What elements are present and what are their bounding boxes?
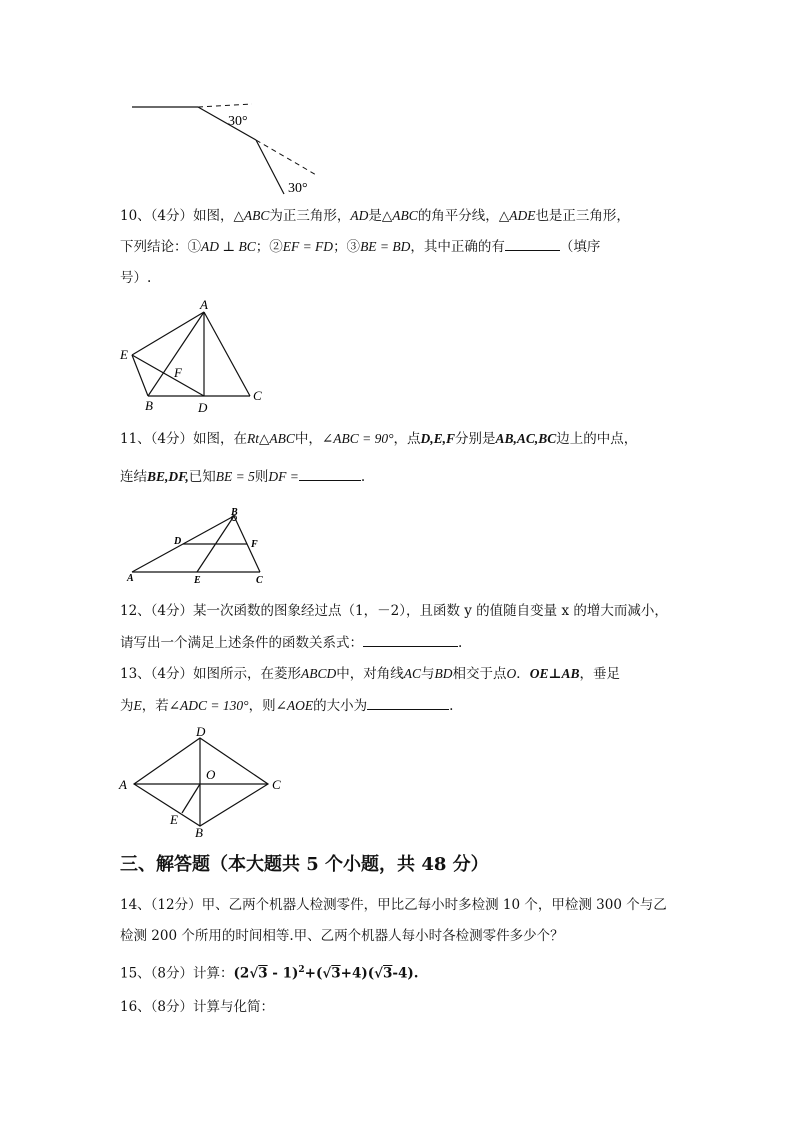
q10-line1: 10、（4分）如图，△ABC为正三角形，AD是△ABC的角平分线，△ADE也是正三角形， bbox=[120, 208, 630, 224]
label-E: E bbox=[120, 347, 128, 362]
angle-label-2: 30° bbox=[288, 181, 308, 196]
q13-answer-blank[interactable] bbox=[367, 697, 449, 710]
reflected-line bbox=[256, 140, 284, 194]
q10-triangle-figure bbox=[112, 296, 272, 418]
sqrt-3-c: 3 bbox=[383, 965, 393, 982]
label-B: B bbox=[231, 507, 238, 518]
label-B: B bbox=[195, 825, 203, 840]
section3-heading: 三、解答题（本大题共 5 个小题，共 48 分） bbox=[120, 854, 489, 875]
label-B: B bbox=[145, 398, 153, 413]
label-C: C bbox=[256, 575, 263, 586]
label-D: D bbox=[198, 400, 208, 415]
angle-label-1: 30° bbox=[228, 114, 248, 129]
label-D: D bbox=[174, 536, 182, 547]
q14-line2: 检测 200 个所用的时间相等.甲、乙两个机器人每小时各检测零件多少个？ bbox=[120, 928, 564, 944]
q10-line2: 下列结论：①AD ⊥ BC；②EF = FD；③BE = BD，其中正确的有 （填序 bbox=[120, 239, 601, 255]
label-A: A bbox=[127, 573, 134, 584]
label-C: C bbox=[253, 388, 262, 403]
dashed-reference-1 bbox=[198, 104, 252, 107]
label-E: E bbox=[194, 575, 201, 586]
sqrt-3-b: 3 bbox=[331, 965, 341, 982]
q13-line2: 为E，若∠ADC = 130°，则∠AOE的大小为 . bbox=[120, 698, 454, 714]
label-O: O bbox=[206, 767, 216, 782]
q10-answer-blank[interactable] bbox=[505, 238, 560, 251]
q12-line1: 12、（4分）某一次函数的图象经过点（1，－2），且函数 y 的值随自变量 x 的增大而减小， bbox=[120, 603, 668, 619]
q11-triangle-figure bbox=[124, 506, 274, 588]
label-C: C bbox=[272, 777, 281, 792]
label-F: F bbox=[174, 365, 182, 380]
q12-line2: 请写出一个满足上述条件的函数关系式： . bbox=[120, 635, 463, 651]
q16-line1: 16、（8分）计算与化简： bbox=[120, 999, 275, 1015]
label-E: E bbox=[170, 812, 178, 827]
label-A: A bbox=[119, 777, 127, 792]
q11-line2: 连结BE,DF,已知BE = 5则DF = . bbox=[120, 469, 366, 485]
q13-rhombus-figure bbox=[114, 722, 294, 842]
label-F: F bbox=[251, 539, 258, 550]
q15-line: 15、（8分）计算：(2√3 - 1)$^2$+(√3+4)(√3-4). bbox=[120, 965, 419, 982]
q11-line1: 11、（4分）如图，在Rt△ABC中，∠ABC = 90°，点D,E,F分别是AB,AC,BC边上的中点， bbox=[120, 431, 638, 447]
reflection-figure bbox=[120, 96, 330, 200]
q12-answer-blank[interactable] bbox=[363, 634, 458, 647]
label-D: D bbox=[196, 724, 206, 739]
q14-line1: 14、（12分）甲、乙两个机器人检测零件，甲比乙每小时多检测 10 个，甲检测 300 个与乙 bbox=[120, 897, 667, 913]
q11-answer-blank[interactable] bbox=[299, 468, 361, 481]
label-A: A bbox=[200, 297, 208, 312]
q13-line1: 13、（4分）如图所示，在菱形ABCD中，对角线AC与BD相交于点O．OE⊥AB，垂足 bbox=[120, 666, 621, 682]
q10-line3: 号）. bbox=[120, 270, 152, 286]
sqrt-3-a: 3 bbox=[258, 965, 268, 982]
